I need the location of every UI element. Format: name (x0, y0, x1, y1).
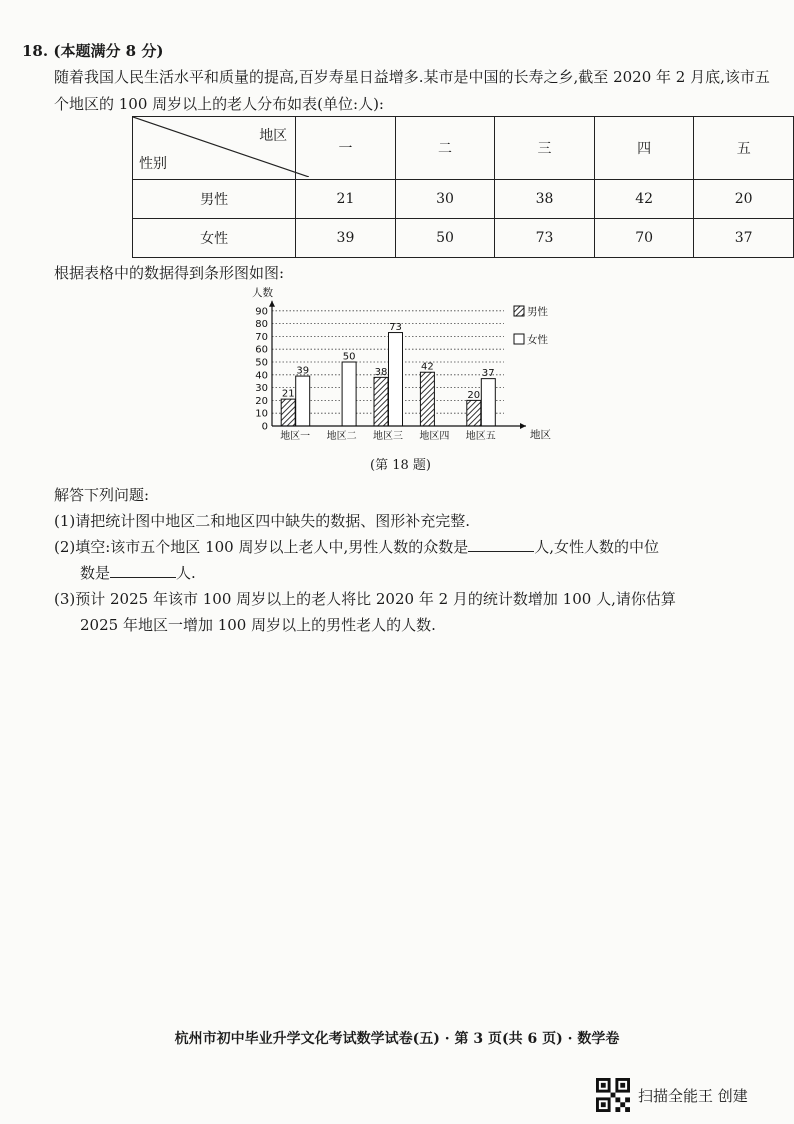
x-tick-label: 地区四 (419, 431, 450, 442)
y-tick-label: 20 (255, 395, 268, 407)
data-label: 21 (281, 388, 295, 400)
bar-chart (236, 284, 566, 452)
y-axis-label: 人数 (252, 287, 273, 299)
question-3: (3)预计 2025 年该市 100 周岁以上的老人将比 2020 年 2 月的统计数增加 100 人,请你估算 (54, 590, 676, 608)
region-header: 一 (296, 117, 396, 180)
data-label: 37 (481, 368, 495, 380)
region-header: 四 (594, 117, 694, 180)
question-score: (本题满分 8 分) (53, 42, 164, 60)
y-tick-label: 80 (255, 319, 268, 331)
bar (281, 399, 295, 426)
table-cell: 70 (594, 219, 694, 258)
table-cell: 30 (395, 180, 495, 219)
bar (374, 377, 388, 426)
distribution-table (132, 116, 794, 258)
y-tick-label: 40 (255, 370, 268, 382)
diagonal-header-cell (133, 117, 296, 180)
legend-label: 女性 (527, 334, 548, 346)
data-label: 73 (389, 322, 402, 334)
table-row (133, 180, 794, 219)
table-cell: 42 (594, 180, 694, 219)
y-tick-label: 50 (255, 357, 268, 369)
question-2-text: 人,女性人数的中位 (534, 538, 660, 556)
y-tick-label: 30 (255, 383, 268, 395)
row-label: 女性 (133, 219, 296, 258)
bar (389, 333, 403, 426)
data-label: 20 (467, 389, 481, 401)
bar (420, 372, 434, 426)
bar (342, 362, 356, 426)
question-2-continued (54, 560, 778, 586)
y-axis-arrow (269, 301, 275, 307)
y-tick-label: 0 (261, 421, 268, 433)
y-tick-label: 90 (255, 306, 268, 318)
table-row (133, 219, 794, 258)
row-label: 男性 (133, 180, 296, 219)
y-tick-label: 60 (255, 344, 268, 356)
question-2-text: (2)填空:该市五个地区 100 周岁以上老人中,男性人数的众数是 (54, 538, 469, 556)
legend-swatch (514, 334, 524, 344)
table-cell: 73 (495, 219, 595, 258)
data-label: 38 (374, 366, 388, 378)
question-header (22, 40, 163, 61)
y-tick-label: 10 (255, 408, 268, 420)
qr-code-icon (596, 1078, 630, 1112)
page-footer: 杭州市初中毕业升学文化考试数学试卷(五) · 第 3 页(共 6 页) · 数学卷 (174, 1031, 620, 1047)
table-cell: 50 (395, 219, 495, 258)
region-header: 三 (495, 117, 595, 180)
x-axis-arrow (520, 423, 526, 429)
header-gender: 性别 (139, 156, 167, 172)
x-tick-label: 地区三 (373, 431, 403, 442)
bar (481, 379, 495, 426)
region-header: 二 (395, 117, 495, 180)
table-cell: 20 (694, 180, 794, 219)
question-2 (54, 534, 778, 560)
header-region: 地区 (259, 128, 288, 144)
question-1: (1)请把统计图中地区二和地区四中缺失的数据、图形补充完整. (54, 512, 471, 530)
bar (467, 400, 481, 426)
table-cell: 38 (495, 180, 595, 219)
x-tick-label: 地区五 (465, 431, 496, 442)
x-tick-label: 地区二 (326, 431, 357, 442)
x-tick-label: 地区一 (280, 431, 311, 442)
question-intro: 随着我国人民生活水平和质量的提高,百岁寿星日益增多.某市是中国的长寿之乡,截至 2020 年 2 月底,该市五个地区的 100 周岁以上的老人分布如表(单位:人): (54, 68, 770, 113)
data-label: 42 (421, 361, 434, 373)
data-label: 50 (342, 351, 356, 363)
table-cell: 37 (694, 219, 794, 258)
legend-swatch (514, 306, 524, 316)
question-3-continued: 2025 年地区一增加 100 周岁以上的男性老人的人数. (80, 616, 436, 634)
question-2-text: 人. (176, 564, 196, 582)
questions-list (54, 508, 778, 638)
answer-blank[interactable] (468, 537, 534, 552)
region-header: 五 (694, 117, 794, 180)
table-header-row (133, 117, 794, 180)
figure-caption: (第 18 题) (370, 458, 431, 473)
scanner-label: 扫描全能王 创建 (638, 1086, 748, 1105)
chart-note: 根据表格中的数据得到条形图如图: (54, 264, 285, 282)
legend-label: 男性 (527, 306, 548, 318)
question-number: 18. (22, 42, 49, 60)
scanner-watermark (596, 1078, 748, 1112)
table-cell: 21 (296, 180, 396, 219)
answer-blank[interactable] (110, 563, 176, 578)
y-tick-label: 70 (255, 331, 268, 343)
table-cell: 39 (296, 219, 396, 258)
bar (296, 376, 310, 426)
answers-heading: 解答下列问题: (54, 486, 150, 504)
data-label: 39 (296, 365, 310, 377)
x-axis-label: 地区 (530, 429, 551, 441)
question-2-text: 数是 (80, 564, 111, 582)
